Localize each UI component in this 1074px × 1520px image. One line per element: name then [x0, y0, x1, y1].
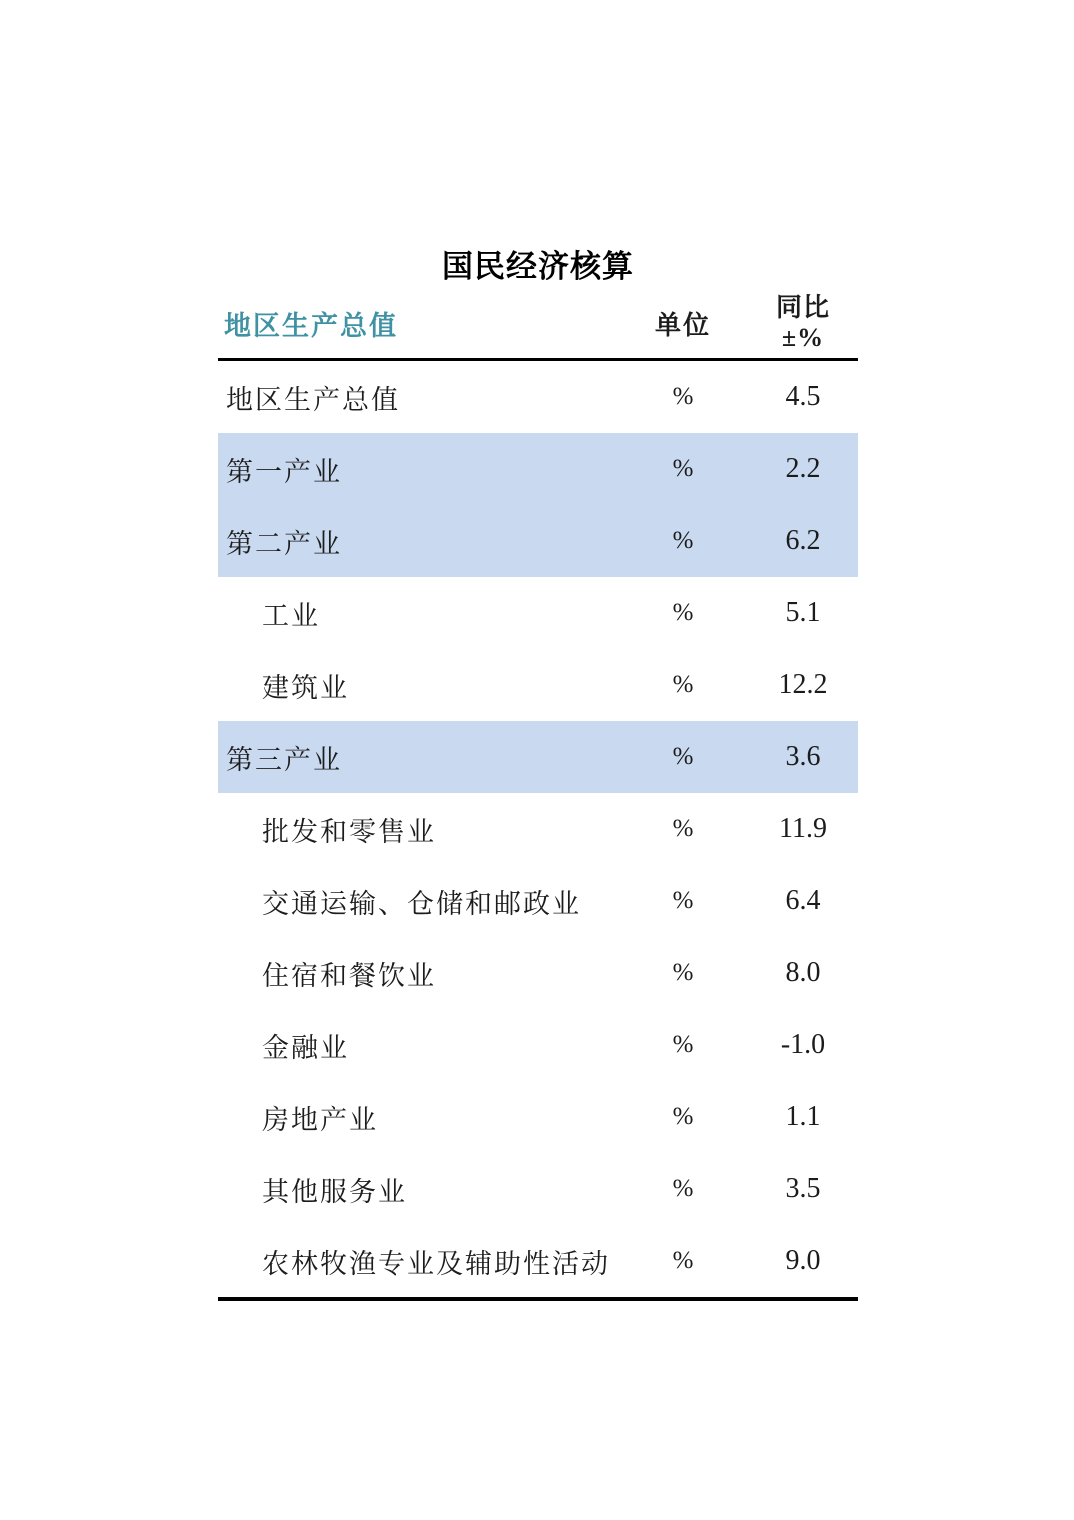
- row-unit: %: [672, 1031, 694, 1058]
- table-row: [218, 361, 858, 433]
- row-value: 2.2: [785, 453, 821, 484]
- header-yoy-line1: 同比: [775, 293, 830, 322]
- row-label: 其他服务业: [262, 1176, 407, 1207]
- row-label: 建筑业: [262, 672, 349, 703]
- table-row: [218, 577, 858, 649]
- row-value: 6.4: [785, 885, 821, 916]
- row-value: 5.1: [785, 597, 821, 628]
- row-label: 批发和零售业: [262, 816, 436, 847]
- row-label: 工业: [262, 600, 320, 631]
- table-row: [218, 505, 858, 577]
- page-title: 国民经济核算: [442, 249, 634, 284]
- row-label: 第三产业: [226, 744, 342, 775]
- row-value: -1.0: [780, 1029, 826, 1060]
- row-label: 交通运输、仓储和邮政业: [262, 888, 581, 919]
- row-unit: %: [672, 815, 694, 842]
- header-yoy-line2: ±%: [781, 323, 825, 352]
- row-unit: %: [672, 887, 694, 914]
- table-row: [218, 793, 858, 865]
- accounting-table-section: [218, 246, 858, 1301]
- table-row: [218, 433, 858, 505]
- row-label: 第一产业: [226, 456, 342, 487]
- table-row: [218, 1153, 858, 1225]
- row-value: 9.0: [785, 1245, 821, 1276]
- row-unit: %: [672, 383, 694, 410]
- row-value: 6.2: [785, 525, 821, 556]
- row-label: 农林牧渔专业及辅助性活动: [262, 1248, 610, 1279]
- row-unit: %: [672, 1103, 694, 1130]
- table-header-row: [218, 288, 858, 361]
- economy-table: [218, 288, 858, 1301]
- table-row: [218, 649, 858, 721]
- table-row: [218, 1009, 858, 1081]
- row-value: 8.0: [785, 957, 821, 988]
- row-value: 4.5: [785, 381, 821, 412]
- row-unit: %: [672, 599, 694, 626]
- row-unit: %: [672, 455, 694, 482]
- row-label: 金融业: [262, 1032, 349, 1063]
- row-value: 3.5: [785, 1173, 821, 1204]
- table-row: [218, 1081, 858, 1153]
- header-yoy: [748, 293, 858, 353]
- row-unit: %: [672, 1175, 694, 1202]
- header-indicator: 地区生产总值: [224, 310, 398, 341]
- table-row: [218, 937, 858, 1009]
- table-row: [218, 721, 858, 793]
- row-label: 住宿和餐饮业: [262, 960, 436, 991]
- row-label: 地区生产总值: [226, 384, 400, 415]
- row-label: 房地产业: [262, 1104, 378, 1135]
- row-value: 3.6: [785, 741, 821, 772]
- header-unit: 单位: [654, 310, 711, 340]
- table-body: [218, 361, 858, 1301]
- row-value: 12.2: [778, 669, 828, 700]
- row-value: 11.9: [779, 813, 827, 844]
- row-unit: %: [672, 1247, 694, 1274]
- table-row: [218, 865, 858, 937]
- row-unit: %: [672, 743, 694, 770]
- row-unit: %: [672, 527, 694, 554]
- row-label: 第二产业: [226, 528, 342, 559]
- table-row: [218, 1225, 858, 1297]
- row-unit: %: [672, 671, 694, 698]
- row-unit: %: [672, 959, 694, 986]
- row-value: 1.1: [785, 1101, 821, 1132]
